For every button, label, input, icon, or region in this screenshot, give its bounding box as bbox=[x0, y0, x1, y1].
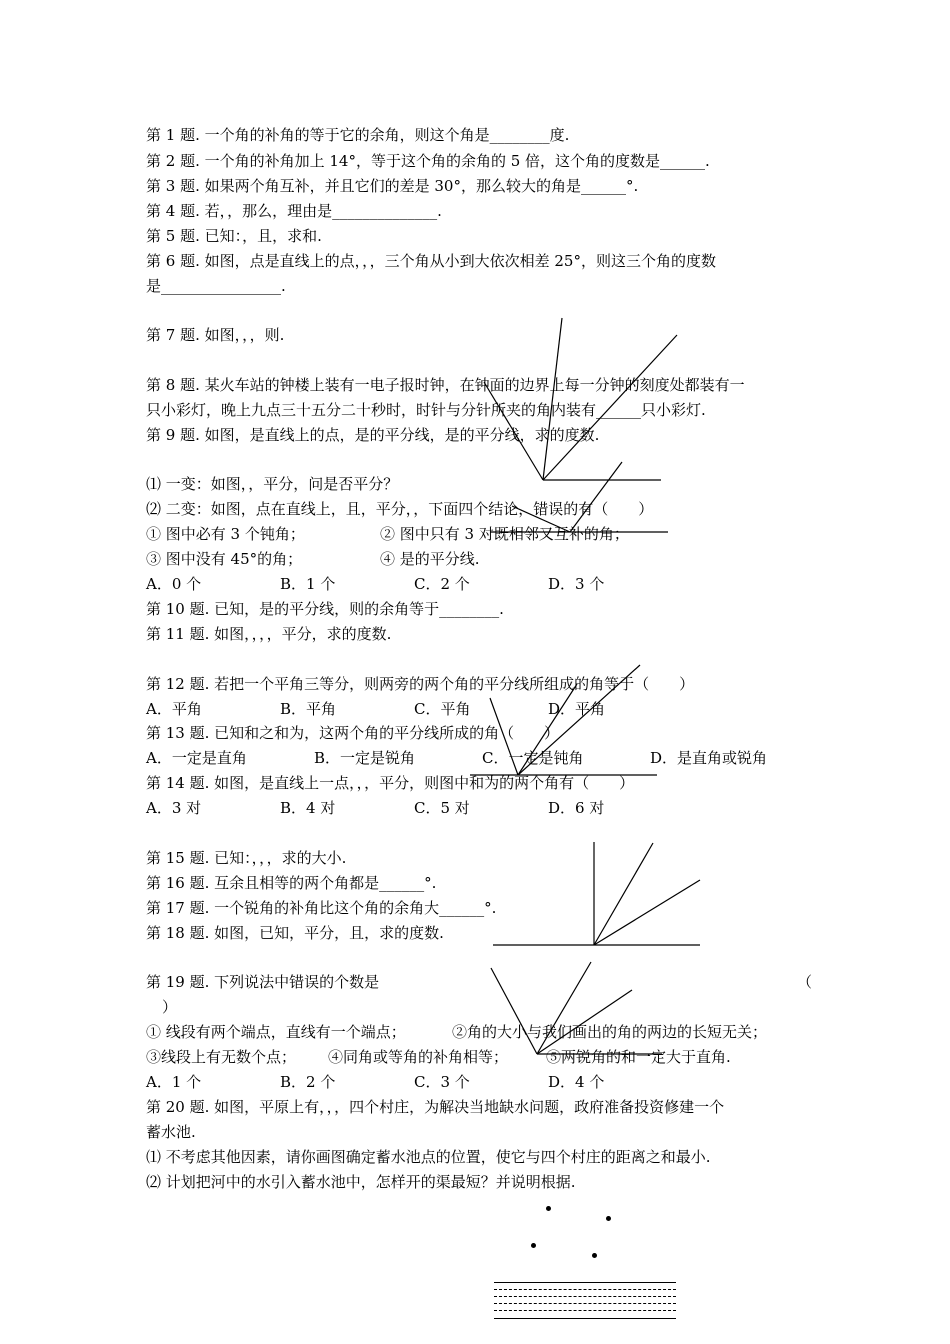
question-20-line2: 蓄水池. bbox=[146, 1123, 196, 1141]
q19-answer-paren-open: （ bbox=[797, 973, 813, 991]
question-20-part-2: ⑵ 计划把河中的水引入蓄水池中，怎样开的渠最短？并说明根据. bbox=[146, 1173, 576, 1191]
q14-option-b: B．4 对 bbox=[280, 799, 336, 817]
question-3: 第 3 题. 如果两个角互补，并且它们的差是 30°，那么较大的角是______°. bbox=[146, 177, 639, 195]
village-point bbox=[531, 1243, 536, 1248]
q14-option-d: D．6 对 bbox=[548, 799, 605, 817]
figure-rays-2 bbox=[490, 462, 668, 532]
q19-option-d: D．4 个 bbox=[548, 1073, 605, 1091]
question-10: 第 10 题. 已知，是的平分线，则的余角等于________. bbox=[146, 600, 504, 618]
question-9-variant-2: ⑵ 二变：如图，点在直线上，且，平分，，下面四个结论，错误的有（ ） bbox=[146, 500, 654, 518]
q19-option-c: C．3 个 bbox=[414, 1073, 470, 1091]
question-2: 第 2 题. 一个角的补角加上 14°，等于这个角的余角的 5 倍，这个角的度数是______. bbox=[146, 152, 710, 170]
q13-option-c: C．一定是钝角 bbox=[482, 749, 584, 767]
q19-statement-5: ⑤两锐角的和一定大于直角. bbox=[546, 1048, 731, 1066]
q13-option-d: D．是直角或锐角 bbox=[650, 749, 768, 767]
q12-option-a: A．平角 bbox=[146, 700, 202, 718]
figure-rays-4 bbox=[493, 842, 700, 945]
q9-option-c: C．2 个 bbox=[414, 575, 470, 593]
question-20-line1: 第 20 题. 如图，平原上有，，，四个村庄，为解决当地缺水问题，政府准备投资修建一个 bbox=[146, 1098, 725, 1116]
river-bank-top bbox=[494, 1282, 676, 1283]
question-1: 第 1 题. 一个角的补角的等于它的余角，则这个角是________度. bbox=[146, 126, 570, 144]
question-14: 第 14 题. 如图，是直线上一点，，，平分，则图中和为的两个角有（ ） bbox=[146, 774, 635, 792]
question-9: 第 9 题. 如图，是直线上的点，是的平分线，是的平分线，求的度数. bbox=[146, 426, 600, 444]
q13-option-b: B．一定是锐角 bbox=[314, 749, 416, 767]
statement-2: ② 图中只有 3 对既相邻又互补的角； bbox=[380, 525, 629, 543]
question-9-variant-1: ⑴ 一变：如图，，平分，问是否平分？ bbox=[146, 475, 399, 493]
q19-option-a: A．1 个 bbox=[146, 1073, 202, 1091]
question-17: 第 17 题. 一个锐角的补角比这个角的余角大______°. bbox=[146, 899, 497, 917]
river-water-line bbox=[494, 1303, 676, 1304]
q14-option-c: C．5 对 bbox=[414, 799, 470, 817]
statement-4: ④ 是的平分线. bbox=[380, 550, 480, 568]
question-19: 第 19 题. 下列说法中错误的个数是 bbox=[146, 973, 380, 991]
statement-1: ① 图中必有 3 个钝角； bbox=[146, 525, 305, 543]
question-8-line2: 只小彩灯，晚上九点三十五分二十秒时，时针与分针所夹的角内装有______只小彩灯. bbox=[146, 401, 706, 419]
statement-3: ③ 图中没有 45°的角； bbox=[146, 550, 303, 568]
q19-statement-1: ① 线段有两个端点，直线有一个端点； bbox=[146, 1023, 406, 1041]
river-bank-bottom bbox=[494, 1318, 676, 1319]
question-11: 第 11 题. 如图，，，，平分，求的度数. bbox=[146, 625, 392, 643]
question-4: 第 4 题. 若，，那么，理由是______________. bbox=[146, 202, 442, 220]
question-16: 第 16 题. 互余且相等的两个角都是______°. bbox=[146, 874, 437, 892]
figure-rays-1 bbox=[484, 318, 677, 480]
q19-answer-paren-close: ） bbox=[162, 998, 178, 1016]
question-5: 第 5 题. 已知：，且，求和. bbox=[146, 227, 322, 245]
q12-option-b: B．平角 bbox=[280, 700, 337, 718]
village-point bbox=[592, 1253, 597, 1258]
village-point bbox=[606, 1216, 611, 1221]
q19-statement-3: ③线段上有无数个点； bbox=[146, 1048, 297, 1066]
question-12: 第 12 题. 若把一个平角三等分，则两旁的两个角的平分线所组成的角等于（ ） bbox=[146, 675, 695, 693]
q19-statement-2: ②角的大小与我们画出的角的两边的长短无关； bbox=[452, 1023, 768, 1041]
question-15: 第 15 题. 已知：，，，求的大小. bbox=[146, 849, 347, 867]
question-20-part-1: ⑴ 不考虑其他因素，请你画图确定蓄水池点的位置，使它与四个村庄的距离之和最小. bbox=[146, 1148, 711, 1166]
q19-option-b: B．2 个 bbox=[280, 1073, 336, 1091]
river-water-line bbox=[494, 1296, 676, 1297]
river-water-line bbox=[494, 1289, 676, 1290]
q14-option-a: A．3 对 bbox=[146, 799, 202, 817]
q12-option-d: D．平角 bbox=[548, 700, 606, 718]
q19-statement-4: ④同角或等角的补角相等； bbox=[328, 1048, 509, 1066]
question-6-line1: 第 6 题. 如图，点是直线上的点，，，三个角从小到大依次相差 25°，则这三个角的度数 bbox=[146, 252, 716, 270]
river-water-line bbox=[494, 1310, 676, 1311]
question-7: 第 7 题. 如图，，，则. bbox=[146, 326, 285, 344]
q9-option-a: A．0 个 bbox=[146, 575, 202, 593]
q13-option-a: A．一定是直角 bbox=[146, 749, 247, 767]
q12-option-c: C．平角 bbox=[414, 700, 471, 718]
question-8-line1: 第 8 题. 某火车站的钟楼上装有一电子报时钟，在钟面的边界上每一分钟的刻度处都装有一 bbox=[146, 376, 745, 394]
question-6-line2: 是________________. bbox=[146, 277, 286, 295]
q9-option-d: D．3 个 bbox=[548, 575, 605, 593]
question-18: 第 18 题. 如图，已知，平分，且，求的度数. bbox=[146, 924, 444, 942]
question-13: 第 13 题. 已知和之和为，这两个角的平分线所成的角（ ） bbox=[146, 724, 560, 742]
q9-option-b: B．1 个 bbox=[280, 575, 336, 593]
village-point bbox=[546, 1206, 551, 1211]
